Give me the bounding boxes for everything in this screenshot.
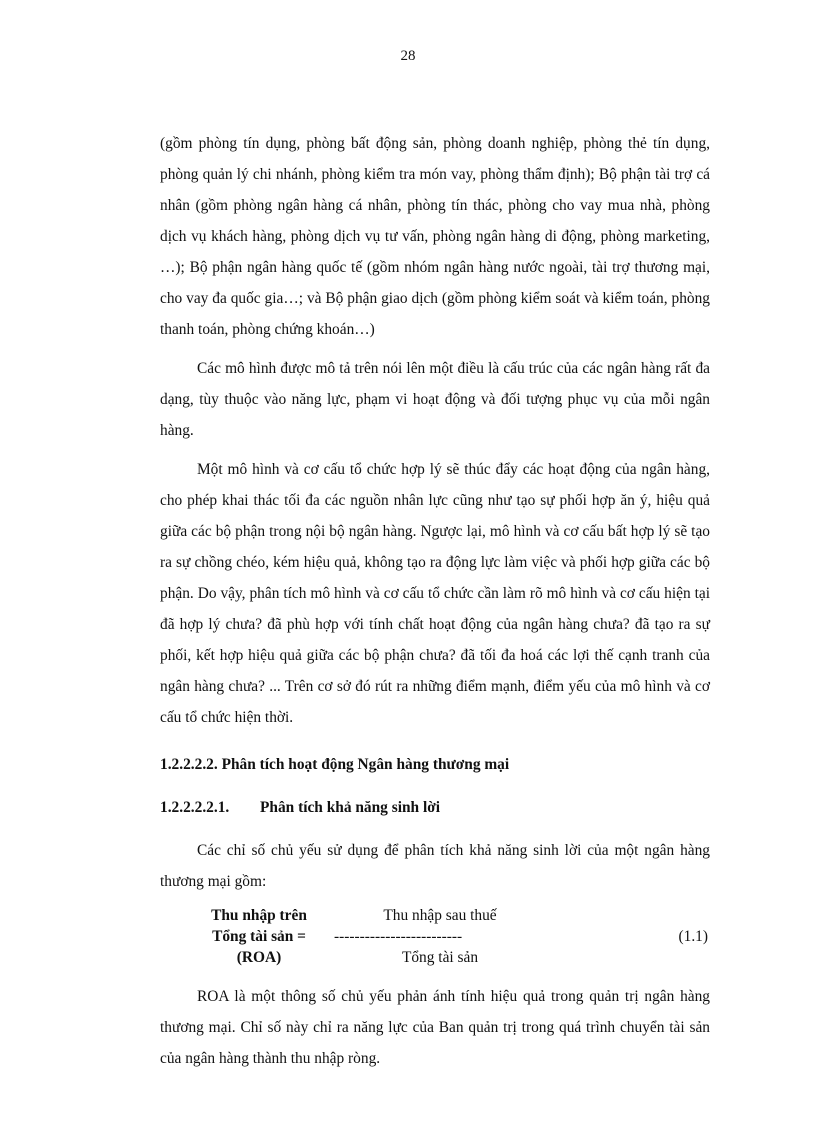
formula-denominator: Tổng tài sản [401,949,479,966]
section-heading-bank-activity: 1.2.2.2.2. Phân tích hoạt động Ngân hàng thương mại [160,756,510,773]
subsection-number: 1.2.2.2.2.1. [160,799,230,816]
paragraph-department-list: (gồm phòng tín dụng, phòng bất động sản, phòng doanh nghiệp, phòng thẻ tín dụng, phòng quản lý chi nhánh, phòng kiểm tra món vay, phòng thẩm định); Bộ phận tài trợ cá nhân (gồm phòng ngân hàng cá nhân, phòng tín thác, phòng cho vay mua nhà, phòng dịch vụ khách hàng, phòng dịch vụ tư vấn, phòng ngân hàng di động, phòng marketing, …); Bộ phận ngân hàng quốc tế (gồm nhóm ngân hàng nước ngoài, tài trợ thương mại, cho vay đa quốc gia…; và Bộ phận giao dịch (gồm phòng kiểm soát và kiểm toán, phòng thanh toán, phòng chứng khoán…) [160,135,710,338]
equation-number: (1.1) [678,928,708,945]
formula-lhs-line3: (ROA) [236,949,282,966]
subsection-title: Phân tích khả năng sinh lời [260,799,441,816]
formula-lhs-line2: Tổng tài sản = [212,928,306,945]
roa-formula [160,905,710,971]
paragraph-organization-analysis: Một mô hình và cơ cấu tổ chức hợp lý sẽ thúc đẩy các hoạt động của ngân hàng, cho phép khai thác tối đa các nguồn nhân lực cũng như tạo sự phối hợp ăn ý, hiệu quả giữa các bộ phận trong nội bộ ngân hàng. Ngược lại, mô hình và cơ cấu bất hợp lý sẽ tạo ra sự chồng chéo, kém hiệu quả, không tạo ra động lực làm việc và phối hợp giữa các bộ phận. Do vậy, phân tích mô hình và cơ cấu tổ chức cần làm rõ mô hình và cơ cấu hiện tại đã hợp lý chưa? đã phù hợp với tính chất hoạt động của ngân hàng chưa? đã tạo ra sự phối, kết hợp hiệu quả giữa các bộ phận chưa? đã tối đa hoá các lợi thế cạnh tranh của ngân hàng chưa? ... Trên cơ sở đó rút ra những điểm mạnh, điểm yếu của mô hình và cơ cấu tổ chức hiện thời. [160,461,710,726]
paragraph-profitability-intro: Các chỉ số chủ yếu sử dụng để phân tích khả năng sinh lời của một ngân hàng thương mại gồm: [160,842,710,890]
formula-lhs-line1: Thu nhập trên [211,907,307,924]
paragraph-roa-explanation: ROA là một thông số chủ yếu phản ánh tính hiệu quả trong quản trị ngân hàng thương mại. Chỉ số này chỉ ra năng lực của Ban quản trị trong quá trình chuyển tài sản của ngân hàng thành thu nhập ròng. [160,988,710,1067]
page-number: 28 [400,48,416,64]
paragraph-bank-structure: Các mô hình được mô tả trên nói lên một điều là cấu trúc của các ngân hàng rất đa dạng, tùy thuộc vào năng lực, phạm vi hoạt động và đối tượng phục vụ của mỗi ngân hàng. [160,360,710,439]
formula-numerator: Thu nhập sau thuế [383,907,497,924]
subsection-heading-profitability [160,792,710,823]
formula-lhs [204,905,314,968]
document-body [160,128,710,1082]
formula-fraction-bar: ------------------------- [334,928,463,945]
